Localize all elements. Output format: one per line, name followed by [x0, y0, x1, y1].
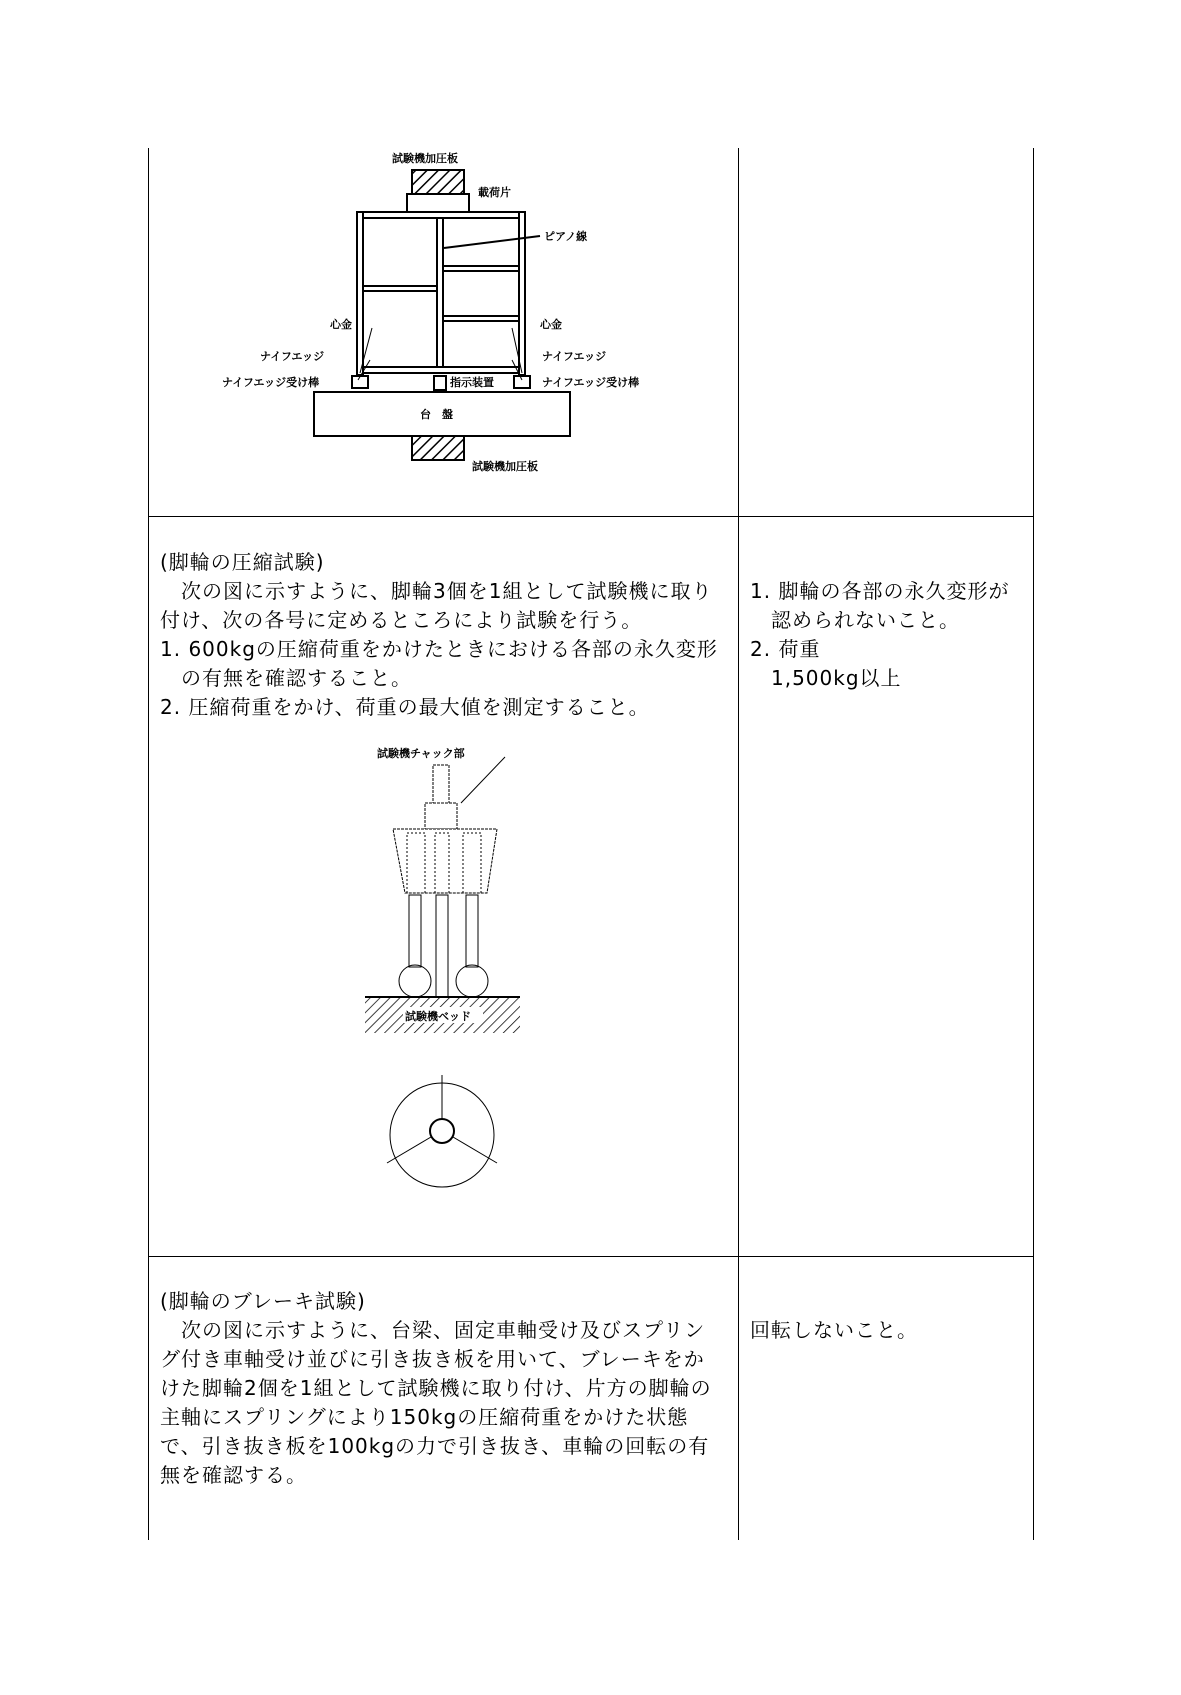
brake-test-criteria	[750, 1316, 918, 1345]
text-line: けた脚輪2個を1組として試験機に取り付け、片方の脚輪の	[160, 1376, 712, 1400]
text-line: の有無を確認すること。	[160, 666, 412, 690]
brake-test-description	[160, 1287, 712, 1490]
label-core-left: 心金	[330, 318, 352, 331]
label-knife-seat-right: ナイフエッジ受け棒	[542, 376, 640, 389]
compression-test-description	[160, 548, 718, 722]
criteria-line: 1,500kg以上	[750, 666, 902, 690]
label-bottom-plate: 試験機加圧板	[472, 460, 538, 473]
text-line: 次の図に示すように、脚輪3個を1組として試験機に取り	[160, 579, 713, 603]
label-base: 台 盤	[420, 408, 453, 421]
label-core-right: 心金	[540, 318, 562, 331]
label-knife-seat-left: ナイフエッジ受け棒	[222, 376, 320, 389]
text-line: グ付き車軸受け並びに引き抜き板を用いて、ブレーキをか	[160, 1347, 705, 1371]
criteria-line: 認められないこと。	[750, 608, 960, 632]
text-line: 主軸にスプリングにより150kgの圧縮荷重をかけた状態	[160, 1405, 689, 1429]
criteria-line: 2. 荷重	[750, 637, 821, 661]
label-chuck: 試験機チャック部	[377, 747, 465, 760]
label-gauge: 指示装置	[450, 376, 494, 389]
label-bed: 試験機ベッド	[405, 1010, 471, 1023]
text-line: 2. 圧縮荷重をかけ、荷重の最大値を測定すること。	[160, 695, 650, 719]
frame-test-figure	[222, 148, 662, 476]
row-divider-1	[148, 516, 1034, 517]
label-piano-wire: ピアノ線	[544, 230, 588, 243]
text-line: 無を確認する。	[160, 1463, 307, 1487]
table-border-right	[1033, 148, 1034, 1540]
table-column-divider	[738, 148, 739, 1540]
row-divider-2	[148, 1256, 1034, 1257]
section-title: (脚輪のブレーキ試験)	[160, 1289, 366, 1313]
table-border-left	[148, 148, 149, 1540]
text-line: 付け、次の各号に定めるところにより試験を行う。	[160, 608, 643, 632]
text-line: で、引き抜き板を100kgの力で引き抜き、車輪の回転の有	[160, 1434, 710, 1458]
text-line: 1. 600kgの圧縮荷重をかけたときにおける各部の永久変形	[160, 637, 718, 661]
criteria-line: 回転しないこと。	[750, 1318, 918, 1342]
caster-compression-figure	[365, 745, 520, 1200]
section-title: (脚輪の圧縮試験)	[160, 550, 325, 574]
label-top-plate: 試験機加圧板	[392, 152, 458, 165]
label-specimen-piece: 載荷片	[478, 186, 511, 199]
text-line: 次の図に示すように、台梁、固定車軸受け及びスプリン	[160, 1318, 706, 1342]
compression-test-criteria	[750, 577, 1009, 693]
label-knife-edge-right: ナイフエッジ	[542, 350, 607, 363]
label-knife-edge-left: ナイフエッジ	[260, 350, 325, 363]
criteria-line: 1. 脚輪の各部の永久変形が	[750, 579, 1010, 603]
